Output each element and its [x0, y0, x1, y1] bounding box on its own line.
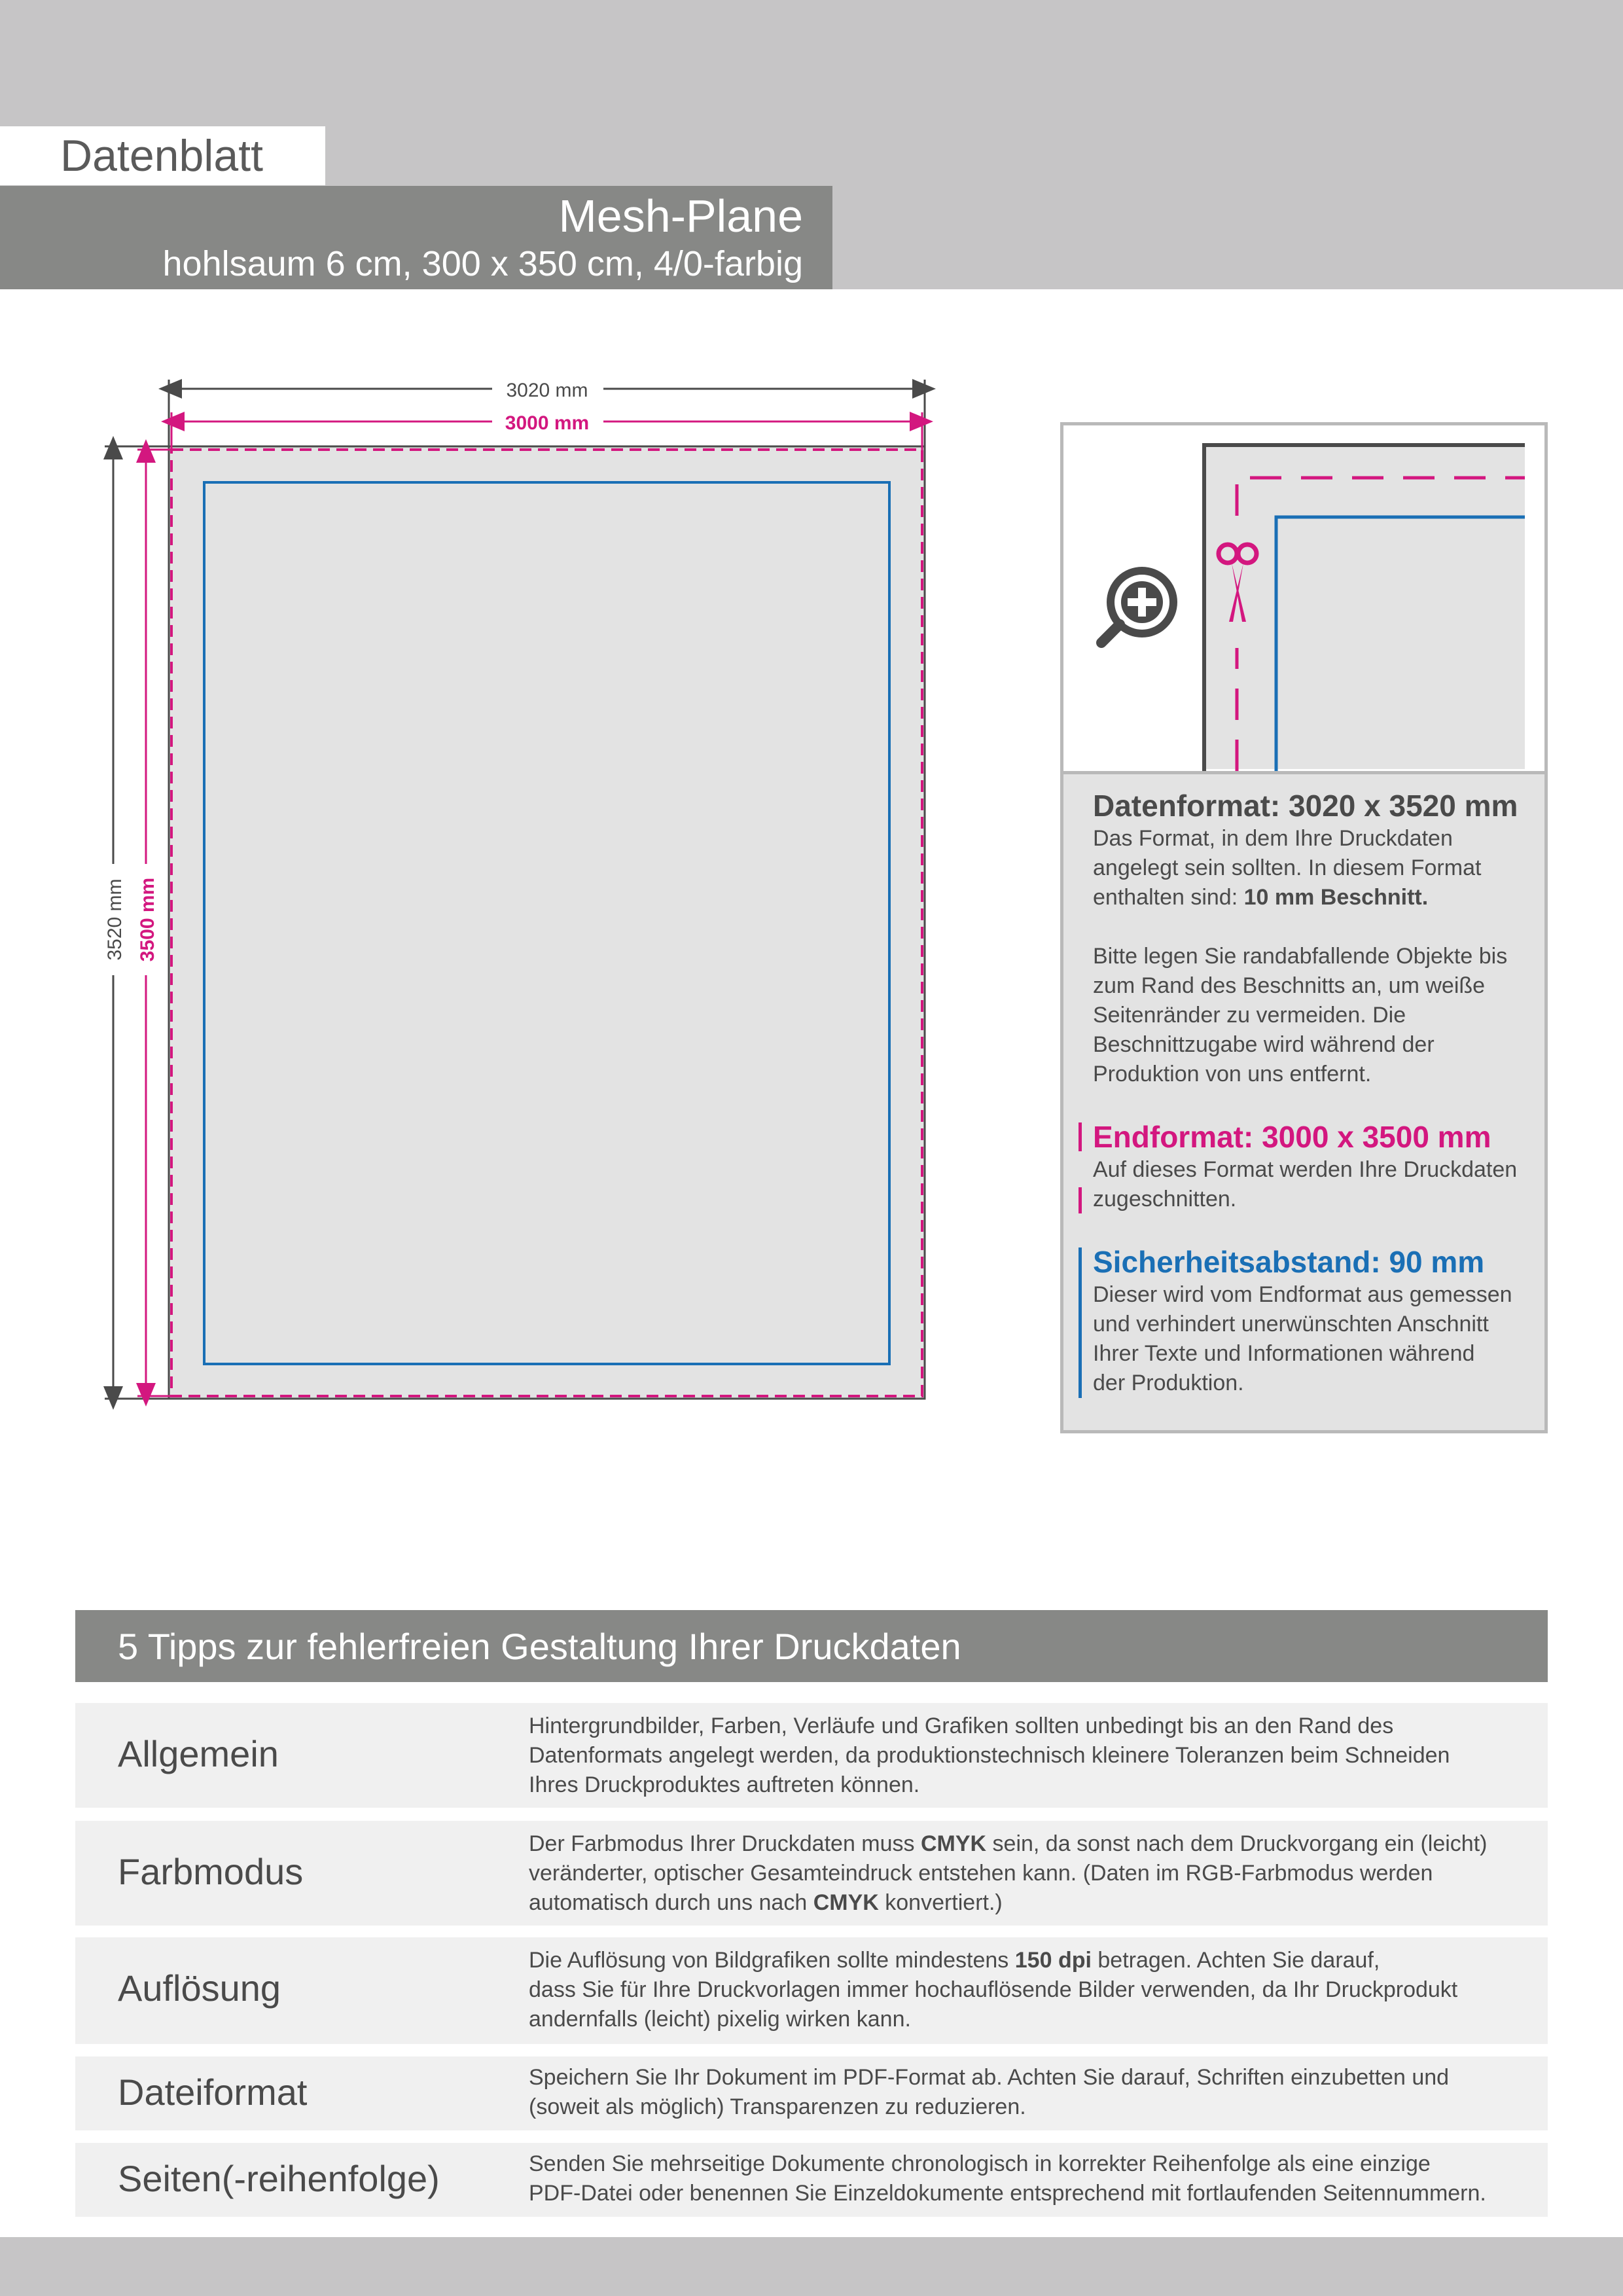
datenformat-block: [1093, 787, 1531, 1089]
format-explanation: [1063, 771, 1544, 1430]
format-diagram: [0, 289, 982, 1467]
document-tag: [0, 126, 325, 185]
bleed-amount: 10 mm Beschnitt.: [1243, 885, 1429, 910]
tip-label: Dateiformat: [118, 2072, 308, 2113]
tip-row-farbmodus: [75, 1821, 1548, 1926]
product-title: Mesh-Plane: [558, 190, 803, 242]
safety-line-1: Dieser wird vom Endformat aus gemessen: [1093, 1282, 1512, 1307]
final-height-label: 3500 mm: [137, 877, 158, 962]
data-height-label: 3520 mm: [104, 878, 126, 961]
bleed-line-2: zum Rand des Beschnitts an, um weiße: [1093, 973, 1486, 998]
zoom-in-icon: [1101, 571, 1173, 643]
final-width-label: 3000 mm: [505, 412, 590, 434]
safety-line-4: der Produktion.: [1093, 1371, 1244, 1395]
datenformat-line-1: Das Format, in dem Ihre Druckdaten: [1093, 826, 1453, 851]
tip-text-line: Hintergrundbilder, Farben, Verläufe und Grafiken sollten unbedingt bis an den Rand des: [529, 1713, 1394, 1738]
tip-text-part: sein, da sonst nach dem Druckvorgang ein (leicht): [986, 1831, 1488, 1856]
bleed-line-1: Bitte legen Sie randabfallende Objekte bis: [1093, 944, 1508, 969]
tip-text-bold: 150 dpi: [1014, 1948, 1092, 1973]
tip-label: Seiten(-reihenfolge): [118, 2158, 440, 2199]
tip-text: [529, 2149, 1537, 2208]
bleed-line-4: Beschnittzugabe wird während der: [1093, 1032, 1435, 1057]
datenformat-title: Datenformat: 3020 x 3520 mm: [1093, 789, 1518, 823]
tip-text: [529, 1829, 1537, 1918]
tip-text-bold: CMYK: [813, 1890, 879, 1915]
tip-text-line: andernfalls (leicht) pixelig wirken kann.: [529, 2007, 911, 2032]
tip-row-aufloesung: [75, 1937, 1548, 2044]
tip-row-dateiformat: [75, 2056, 1548, 2130]
tip-text: [529, 1712, 1537, 1800]
datenformat-line-2: angelegt sein sollten. In diesem Format: [1093, 855, 1482, 880]
tip-label: Farbmodus: [118, 1851, 304, 1892]
zoom-illustration: [1063, 425, 1544, 771]
data-width-label: 3020 mm: [506, 380, 588, 401]
safety-line-2: und verhindert unerwünschten Anschnitt: [1093, 1312, 1489, 1336]
tip-label: Auflösung: [118, 1967, 281, 2009]
tips-header-label: 5 Tipps zur fehlerfreien Gestaltung Ihrer Druckdaten: [118, 1625, 961, 1667]
tip-text: [529, 1946, 1537, 2034]
product-subtitle: hohlsaum 6 cm, 300 x 350 cm, 4/0-farbig: [162, 244, 803, 283]
bleed-line-3: Seitenränder zu vermeiden. Die: [1093, 1003, 1406, 1028]
tip-text-line: Datenformats angelegt werden, da produktionstechnisch kleinere Toleranzen beim Schneiden: [529, 1743, 1450, 1768]
info-panel: [1060, 422, 1548, 1433]
tip-text-part: betragen. Achten Sie darauf,: [1091, 1948, 1380, 1973]
endformat-line-1: Auf dieses Format werden Ihre Druckdaten: [1093, 1157, 1518, 1182]
tip-text-part: konvertiert.): [878, 1890, 1003, 1915]
endformat-title: Endformat: 3000 x 3500 mm: [1093, 1120, 1491, 1154]
tip-text-line: Speichern Sie Ihr Dokument im PDF-Format ab. Achten Sie darauf, Schriften einzubetten und: [529, 2065, 1450, 2090]
tip-text-part: automatisch durch uns nach: [529, 1890, 813, 1915]
data-format-area: [169, 446, 925, 1399]
title-box: [0, 186, 832, 289]
tip-text-line: Senden Sie mehrseitige Dokumente chronologisch in korrekter Reihenfolge als eine einzige: [529, 2151, 1431, 2176]
tip-text-line: [529, 1946, 1537, 1975]
safety-line-3: Ihrer Texte und Informationen während: [1093, 1341, 1475, 1366]
tip-row-seiten: [75, 2143, 1548, 2217]
document-tag-label: Datenblatt: [60, 131, 263, 181]
tip-text: [529, 2063, 1537, 2122]
safety-title: Sicherheitsabstand: 90 mm: [1093, 1245, 1485, 1279]
tip-text-line: [529, 1888, 1537, 1918]
safety-block: [1093, 1244, 1531, 1398]
tip-text-line: veränderter, optischer Gesamteindruck entstehen kann. (Daten im RGB-Farbmodus werden: [529, 1861, 1433, 1886]
tips-header: [75, 1610, 1548, 1682]
tip-text-line: dass Sie für Ihre Druckvorlagen immer hochauflösende Bilder verwenden, da Ihr Druckprodukt: [529, 1977, 1458, 2002]
tip-text-line: [529, 1829, 1537, 1859]
bottom-band: [0, 2237, 1623, 2296]
tip-text-line: (soweit als möglich) Transparenzen zu reduzieren.: [529, 2094, 1026, 2119]
datenformat-line-3: [1093, 883, 1531, 912]
tip-text-part: Die Auflösung von Bildgrafiken sollte mindestens: [529, 1948, 1015, 1973]
tip-text-line: PDF-Datei oder benennen Sie Einzeldokumente entsprechend mit fortlaufenden Seitennummern.: [529, 2181, 1486, 2206]
tip-label: Allgemein: [118, 1733, 279, 1774]
endformat-block: [1093, 1119, 1531, 1214]
tip-row-allgemein: [75, 1703, 1548, 1808]
scissors-icon: [1217, 530, 1257, 648]
endformat-line-2: zugeschnitten.: [1093, 1187, 1237, 1211]
datenformat-line-3-text: enthalten sind:: [1093, 885, 1244, 910]
tip-text-line: Ihres Druckproduktes auftreten können.: [529, 1772, 920, 1797]
tip-text-bold: CMYK: [920, 1831, 987, 1856]
tip-text-part: Der Farbmodus Ihrer Druckdaten muss: [529, 1831, 921, 1856]
bleed-line-5: Produktion von uns entfernt.: [1093, 1062, 1372, 1086]
